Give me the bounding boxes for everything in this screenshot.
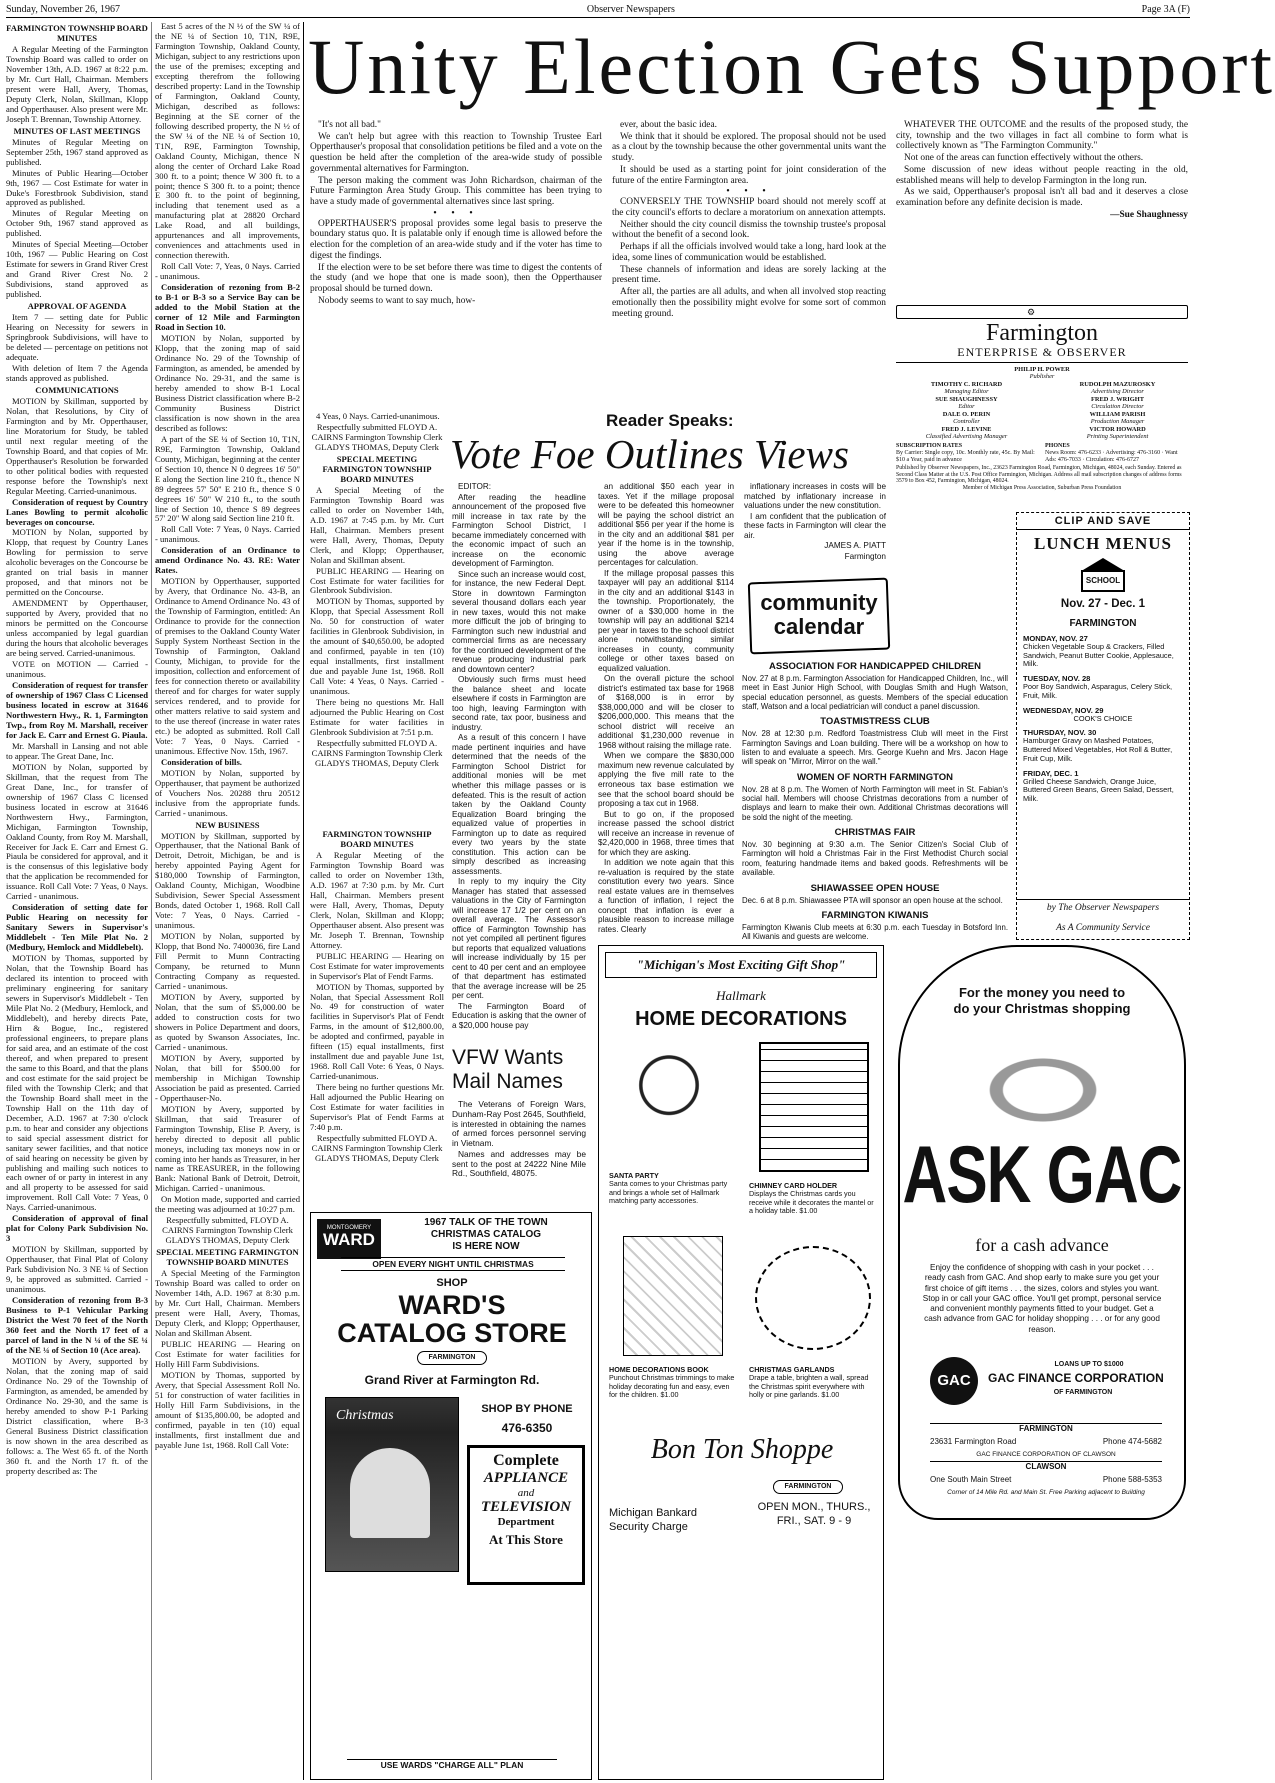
minutes-paragraph: Consideration of setting date for Public Hearing on necessity for Sanitary Sewers in Supervisor's Middlebelt - Ten Mile Plat No. 2 (Medbury, Hemlock and Middlebelt). [6,902,148,953]
ward-charge-plan: USE WARDS "CHARGE ALL" PLAN [347,1759,557,1770]
editorial-paragraph: If the election were to be set before there was time to digest the contents of the study (and we hope that one is made soon), then the Opperthauser proposal should be turned down. [310,262,602,295]
minutes-paragraph: Mr. Marshall in Lansing and not able to appear. The Great Dane, Inc. [6,740,148,761]
gac-ad-frame [898,945,1186,1520]
calendar-event-title: CHRISTMAS FAIR [834,827,916,839]
letter-paragraph: After reading the headline announcement of the proposed five mill increase in tax rate by the Farmington School District, I became immediately concerned with the economic impact of such an increase on the economic development of Farmington. [452,492,586,569]
appliance-sign: Complete APPLIANCE and TELEVISION Department At This Store [467,1445,585,1585]
ward-shop: SHOP [436,1277,468,1289]
vfw-paragraph: Names and addresses may be sent to the post at 24222 Nine Mile Rd., Southfield, 48075. [452,1148,586,1179]
bonton-charge-cards: Michigan Bankard Security Charge [609,1507,698,1533]
letter-column-1 [452,482,586,1030]
decorations-book-illustration [623,1236,723,1356]
gac-loans: LOANS UP TO $1000 [1054,1361,1124,1368]
gac-logo: GAC [930,1357,978,1405]
minutes-paragraph: There being no questions Mr. Hall adjourned the Public Hearing on Cost Estimate for water facilities in Glenbrook Subdivision at 7:51 p.m. [310,697,444,738]
minutes-paragraph: Consideration of request by Country Lanes Bowling to permit alcoholic beverages on concourse. [6,496,148,527]
bonton-store-name: Bon Ton Shoppe [650,1434,834,1465]
minutes-paragraph: On Motion made, supported and carried the meeting was adjourned at 10:27 p.m. [155,1194,300,1215]
minutes-paragraph: Minutes of Regular Meeting on September 25th, 1967 stand approved as published. [6,136,148,167]
garland-illustration [755,1246,871,1350]
ward-store-name-2: CATALOG STORE [337,1318,567,1348]
lunch-dates: Nov. 27 - Dec. 1 [1060,598,1146,610]
masthead-emblem-bar [896,305,1188,319]
gac-corporation: GAC FINANCE CORPORATION [988,1371,1164,1385]
minutes-paragraph: MOTION by Nolan, supported by Klopp, that Bond No. 7400036, fire Land Fill Permit to Munn Contracting Company, be returned to Munn Contracting Company as requested. Carried - unanimous. [155,931,300,992]
township-minutes-column-3 [310,412,444,828]
column-rule [151,22,152,1780]
menu-items: Grilled Cheese Sandwich, Orange Juice, Buttered Green Beans, Green Salad, Dessert, Milk. [1023,776,1174,804]
minutes-paragraph: Minutes of Special Meeting—October 10th, 1967 — Public Hearing on Cost Estimate for sewers in Grand River Crest and Grand River Crest No. 2 Subdivisions, stand approved as published. [6,239,148,300]
calendar-event-title: SHIAWASSEE OPEN HOUSE [810,882,940,894]
minutes-paragraph: With deletion of Item 7 the Agenda stands approved as published. [6,362,148,383]
bonton-item: CHRISTMAS GARLANDS Drape a table, brighten a wall, spread the Christmas spirit everywhere with holly or pine garlands. $1.00 [749,1365,869,1399]
minutes-paragraph: MOTION by Skillman, supported by Opperthauser, that Final Plat of Colony Park Subdivision No. 3 NE ¼ of Section 9, be approved as submitted. Carried - unanimous. [6,1244,148,1295]
township-minutes-column-1 [6,22,148,1780]
ward-phone-label: SHOP BY PHONE [481,1403,573,1415]
minutes-paragraph: Consideration of bills. [161,756,242,767]
bonton-hours: OPEN MON., THURS., FRI., SAT. 9 - 9 [757,1501,871,1527]
minutes-paragraph: VOTE on MOTION — Carried - unanimous. [6,659,148,680]
gac-clawson-label: CLAWSON [930,1461,1162,1471]
calendar-banner-line2: calendar [773,614,865,639]
wards-catalog-store-ad [310,1212,592,1780]
editorial-paragraph: Some discussion of new ideas without people reacting in the old, established means will help to develop Farmington in the long run. [896,164,1188,186]
ward-store-name: WARD'S [398,1290,506,1320]
school-label: SCHOOL [1081,570,1125,592]
minutes-paragraph: Consideration of rezoning from B-2 to B-1 or B-3 so a Service Bay can be added to the Mobil Station at the corner of 12 Mile and Farmington Road in Section 10. [155,282,300,333]
letter-paragraph: an additional $50 each year in taxes. Yet if the millage proposal were to be defeated this homeowner will be paying the school district an additional $56 per year if the home is in the city and an additional $81 per year if the home is in the township, using the above average percentages for calculation. [598,482,734,568]
calendar-event-title: TOASTMISTRESS CLUB [820,716,930,728]
catalog-cover-image [325,1397,459,1572]
editorial-paragraph: After all, the parties are all adults, and when all involved stop reacting emotionally then the possibility might evolve for some sort of common meeting ground. [612,287,886,319]
masthead [896,305,1188,495]
bonton-item: SANTA PARTY Santa comes to your Christmas party and brings a whole set of Hallmark matching party accessories. [609,1171,728,1205]
staff-entry: SUE SHAUGHNESSY Editor [935,396,998,411]
letter-paragraph: On the overall picture the school district's estimated tax base for 1968 of $168,000 is in error by $38,000,000 and will be closer to $206,000,000. This means that the school district will receive an additional $1,230,000 revenue in 1968 without raising the millage rate. [598,674,734,750]
editorial-paragraph: WHATEVER THE OUTCOME and the results of the proposed study, the city, township and the two villages in fact all combine to form what is collectively known as "The Farmington Community." [896,120,1188,152]
menu-items: Chicken Vegetable Soup & Crackers, Filled Sandwich, Peanut Butter Cookie, Applesauce, Milk. [1023,642,1174,669]
menu-day: THURSDAY, NOV. 30 [1023,728,1097,738]
staff-entry: TIMOTHY C. RICHARD Managing Editor [930,381,1003,396]
letter-paragraph: If the millage proposal passes this taxpayer will pay an additional $114 in the city and an additional $143 in the township. Proportionately, the owner of a $30,000 home in the township will pay an additional $214 per year in taxes to the school district alone notwithstanding similar increases in county, community college or other taxes based on equalized valuation. [598,568,734,673]
gac-farmington-office: 23631 Farmington Road Phone 474-5682 [930,1437,1162,1446]
minutes-paragraph: There being no further questions Mr. Hall adjourned the Public Hearing on Cost Estimate for water facilities in Supervisor's Plat of Fendt Farms at 7:40 p.m. [310,1082,444,1133]
page-headline: Unity Election Gets Support [308,23,1275,110]
column-rule [303,22,304,1780]
editorial-paragraph: OPPERTHAUSER'S proposal provides some legal basis to preserve the boundary status quo. It is palatable only if enough time is allowed before the election for the completion of an area-wide study and if the voter has time to digest the findings. [310,218,602,261]
menu-day: MONDAY, NOV. 27 [1023,634,1088,643]
calendar-event-text: Nov. 28 at 12:30 p.m. Redford Toastmistress Club will meet in the First Farmington Savings and Loan building. There will be a workshop on how to listen to and evaluate a speech. Mrs. George Kuehn and Mrs. Jacon Hage will speak on "Mirror, Mirror on the wall." [742,729,1008,767]
calendar-event-title: ASSOCIATION FOR HANDICAPPED CHILDREN [769,661,981,672]
menu-items: COOK'S CHOICE [1073,713,1133,723]
minutes-paragraph: MOTION by Skillman, supported by Opperthauser, that the National Bank of Detroit, Detroit, Michigan, be and is hereby appointed Paying Agent for $180,000 Township of Farmington, Oakland County, Michigan, Woodbine Subdivision, Sewer Special Assessment Bonds, dated October 1, 1968. Roll Call Vote: 7 Yeas, 0 Nays. Carried - unanimous. [155,830,300,931]
minutes-paragraph: Roll Call Vote: 7 Yeas, 0 Nays. Carried - unanimous. [155,524,300,545]
letter-paragraph: I am confident that the publication of these facts in Farmington will clear the air. [744,511,886,540]
editorial-column-2 [612,120,886,410]
minutes-paragraph: MOTION by Thomas, supported by Klopp, that Special Assessment Roll No. 50 for construction of water facilities in Glenbrook Subdivision, in the amount of $40,650.00, be adopted and confirmed, payable in ten (10) equal installments, first installment due and payable June 1st, 1968. Roll Call Vote: 4 Yeas, 0 Nays. Carried - unanimous. [310,596,444,697]
letter-signature-town: Farmington [844,551,886,561]
staff-entry: FRED J. LEVINE Classified Advertising Manager [925,426,1008,441]
editorial-column-3 [896,120,1188,300]
menu-day: WEDNESDAY, NOV. 29 [1023,705,1104,715]
township-minutes-column-2 [155,22,300,1780]
calendar-banner-line1: community [760,590,878,615]
editorial-paragraph: Not one of the areas can function effectively without the others. [904,153,1144,164]
editorial-paragraph: These channels of information and ideas are sorely lacking at the present time. [612,264,886,286]
editorial-paragraph: Nobody seems to want to say much, how- [318,295,476,306]
minutes-paragraph: Consideration of approval of final plat for Colony Park Subdivision No. 3 [6,1213,148,1244]
menu-items: Hamburger Gravy on Mashed Potatoes, Buttered Mixed Vegetables, Hot Roll & Butter, Fruit Cup, Milk. [1023,736,1173,763]
letter-paragraph: In reply to my inquiry the City Manager has stated that assessed valuations in the City of Farmington will increase 17 1/2 per cent on an overall average. The Assessor's office of Farmington Township has not yet compiled all pertinent figures but reports that equalized valuations will increase individually by 15 per cent to 40 per cent and an employee of that department has estimated that the average increase will be 25 per cent. [452,877,586,1001]
editorial-paragraph: ever, about the basic idea. [620,120,717,130]
minutes-paragraph: MOTION by Avery, supported by Nolan, that bill for $500.00 for membership in Michigan Township Association be paid as presented. Carried - Opperthauser-No. [155,1052,300,1103]
minutes-title: FARMINGTON TOWNSHIP BOARD MINUTES [322,829,432,849]
staff-entry: WILLIAM PARISH Production Manager [1089,411,1146,426]
minutes-paragraph: MOTION by Opperthauser, supported by Avery, that Ordinance No. 43-B, an Ordinance to Amend Ordinance No. 43 of the Township of Farmington, entitled: An Ordinance to provide for the connection of premises to the Oakland County Water Supply System Northeast Section in the Township of Farmington, Oakland County, Michigan, to provide for the imposition, collection and enforcement of fees for connection thereto or availability thereof and for charges for water supply services rendered, and to provide for other matters relative to said system and to the use thereof (increase in water rates etc.) be adopted as submitted. Roll Call Vote: 7 Yeas, 0 Nays. Carried - unanimous. Effective Nov. 15th, 1967. [155,576,300,756]
reader-speaks-kicker: Reader Speaks: [606,411,734,430]
minutes-subtitle: COMMUNICATIONS [35,384,119,395]
lunch-sponsor: by The Observer Newspapers [1017,899,1189,913]
masthead-subname: ENTERPRISE & OBSERVER [896,345,1188,363]
bonton-slogan: "Michigan's Most Exciting Gift Shop" [605,952,877,978]
farmington-center-badge: FARMINGTON [417,1351,487,1365]
page-folio [6,4,1190,18]
minutes-title: SPECIAL MEETING FARMINGTON TOWNSHIP BOARD MINUTES [322,453,432,484]
letter-paragraph: As a result of this concern I have made pertinent inquiries and have determined that the needs of the Farmington School District for additional monies will be met whether this millage passes or is defeated. This is the result of action taken by the Oakland County Equalization Board bringing the equalized value of properties in Farmington up to date as required every two years by the state constitution. This action can be simply described as increasing assessments. [452,733,586,876]
santa-illustration [619,1038,719,1156]
minutes-title: FARMINGTON TOWNSHIP BOARD MINUTES [6,23,148,43]
minutes-paragraph: MOTION by Avery, supported by Skillman, that said Treasurer of Farmington Township, Elise P. Avery, is hereby directed to deposit all public moneys, including tax moneys now in or coming into her hands as Treasurer, in her name as TREASURER, in the following Bank: National Bank of Detroit, Detroit, Michigan. Carried - unanimous. [155,1103,300,1194]
minutes-title: SPECIAL MEETING FARMINGTON TOWNSHIP BOARD MINUTES [156,1247,299,1268]
minutes-paragraph: 4 Yeas, 0 Nays. Carried-unanimous. [316,411,440,421]
minutes-paragraph: Roll Call Vote: 7, Yeas, 0 Nays. Carried - unanimous. [155,261,300,282]
township-minutes-column-3b [310,828,444,1163]
folio-page: Page 3A (F) [1141,4,1190,15]
vfw-headline: VFW Wants Mail Names [452,1046,564,1093]
minutes-paragraph: MOTION by Avery, supported by Nolan, that the sum of $5,000.00 be added to construction costs for two showers in Police Department and doors, as quoted by Swanson Associates, Inc. Carried - unanimous. [155,992,300,1052]
home-decorations-title: HOME DECORATIONS [635,1008,847,1030]
minutes-paragraph: MOTION by Nolan, supported by Klopp, that request by Country Lanes Bowling for permission to serve alcoholic beverages on the Concourse be granted on trial basis in manner proposed, and that minors not be permitted on the Concourse. [6,527,148,598]
chimney-illustration [759,1042,869,1172]
minutes-paragraph: MOTION by Thomas, supported by Nolan, that Special Assessment Roll No. 49 for construction of water facilities in Supervisor's Plat of Fendt Farms, in the amount of $12,800.00, be adopted and confirmed, payable in fifteen (15) equal installments, first installment due and payable June 1st, 1968. Roll Call Vote: 6 Yeas, 0 Nays. Carried-unanimous. [310,981,444,1082]
lunch-menu-box [1016,512,1190,940]
menu-day: TUESDAY, NOV. 28 [1023,674,1091,684]
letter-column-3 [744,482,886,572]
minutes-paragraph: Consideration of request for transfer of ownership of 1967 Class C Licensed business located in escrow at 31646 Northwestern Hwy., R. 1, Farmington Twp., from Roy M. Marshall, receiver for Jack E. Carr and Ernest G. Piaula. [6,680,148,740]
minutes-paragraph: MOTION by Thomas, supported by Nolan, that the Township Board has declared its intention to proceed with preliminary engineering for sanitary sewers in Supervisor's Middlebelt - Ten Mile Plat No. 2 (Medbury, Hemlock, and Middlebelt), and hereby directs Pate, Hirn & Bogue, Inc., registered professional engineers, to prepare plans for said area, and an estimate of the cost thereof, and when prepared to present the same to this Board, and that the plans and cost estimate for the said project be filed with the Township Clerk; and that the Township Board shall meet in the Township Hall on the 11th day of December, A.D. 1967 at 7:30 o'clock p.m. to hear and consider any objections to said special assessment district for sanitary sewer facilities, and that notice of said hearing on necessity be given by publishing and mailing such notices to each owner of or party in interest in any and all property to be assessed for said improvement. Roll Call Vote: 7 Yeas, 0 Nays. Carried-unanimous. [6,953,148,1213]
editorial-paragraph: CONVERSELY THE TOWNSHIP board should not merely scoff at the city council's efforts to declare a moratorium on annexation attempts. [612,197,886,219]
catalog-illustration [350,1448,430,1538]
santa-sleigh-illustration [950,1035,1136,1145]
ward-phone: 476-6350 [501,1421,553,1435]
editorial-paragraph: As we said, Opperthauser's proposal isn't all bad and it deserves a close examination before any definite decision is made. [896,187,1188,209]
letter-paragraph: In addition we note again that this re-valuation is required by the state constitution every two years. Since real estate values are in themselves a function of inflation, I reject the concept that inflation is ever a plausible reason to increase millage rates. Clearly [598,858,734,934]
calendar-event-title: WOMEN OF NORTH FARMINGTON [796,771,954,783]
gac-clawson-corp: GAC FINANCE CORPORATION OF CLAWSON [976,1451,1116,1458]
masthead-rates: SUBSCRIPTION RATES By Carrier: Single copy, 10c. Monthly rate, 45c. By Mail: $10 a Year, paid in advance PHONES News Room: 476-6233 · Advertising: 476-3160 · Want Ads: 476-7033 · Circulation: 476-6727 [896,443,1178,463]
minutes-paragraph: PUBLIC HEARING — Hearing on Cost Estimate for water facilities for Glenbrook Subdivision. [310,565,444,596]
community-calendar-listings [742,656,1008,942]
separator: • • • [726,186,772,198]
calendar-event-text: Nov. 27 at 8 p.m. Farmington Association for Handicapped Children, Inc., will meet in East Junior High School, with Douglas Smith and Hugh Watson, special education personnel, as guests. Members of the special education staff, Watson and a local pediatrician will conduct a panel discussion. [742,674,1008,712]
minutes-paragraph: MOTION by Nolan, supported by Klopp, that the zoning map of said Ordinance No. 29 of the Township of Farmington, as amended, be amended by Ordinance No. 29-31, and the same is hereby amended to show B-1 Local Business District classification where B-2 Community Business District classification is now shown in the area described as follows: [155,333,300,433]
staff-entry: FRED J. WRIGHT Circulation Director [1091,396,1144,411]
calendar-event-text: Dec. 6 at 8 p.m. Shiawassee PTA will sponsor an open house at the school. [742,895,1003,905]
editorial-byline: —Sue Shaughnessy [1110,209,1188,220]
masthead-member: Member of Michigan Press Association, Suburban Press Foundation [962,485,1122,492]
minutes-paragraph: Consideration of an Ordinance to amend Ordinance No. 43. RE: Water Rates. [155,545,300,576]
minutes-paragraph: PUBLIC HEARING — Hearing on Cost Estimate for water facilities for Holly Hill Farm Subdivisions. [155,1338,300,1369]
calendar-event-text: Nov. 30 beginning at 9:30 a.m. The Senior Citizen's Social Club of Farmington will hold a Christmas Fair in the First Methodist Church social room, featuring handmade items and baked goods. Refreshments will be available. [742,840,1008,878]
minutes-signature: Respectfully submitted FLOYD A. CAIRNS Farmington Township Clerk GLADYS THOMAS, Deputy Clerk [311,1133,443,1163]
minutes-paragraph: A Regular Meeting of the Farmington Township Board was called to order on November 13th, A.D. 1967 at 8:22 p.m. by Mr. Curt Hall, Chairman. Members present were Hall, Avery, Thomas, Deputy Clerk, Nolan, Skillman, Klopp and Opperthauser. Also present were Mr. Joseph T. Brennan, Township Attorney. [6,43,148,124]
farmington-center-badge: FARMINGTON [773,1480,843,1494]
minutes-paragraph: A Special Meeting of the Farmington Township Board was called to order on November 14th, A.D. 1967 at 8:30 p.m. by Mr. Curt Hall, Chairman. Members present were Hall, Avery, Thomas, Deputy Clerk, and Klopp; Opperthauser, Nolan and Skillman Absent. [155,1268,300,1338]
minutes-paragraph: MOTION by Avery, supported by Nolan, that the zoning map of said Ordinance No. 29 of the Township of Farmington, as amended, be amended by Ordinance No. 29-30, and the same is hereby amended to show P-1 Parking District classification, where B-3 General Business District classification is now shown in the area described as follows: a. The West 65 ft. of the North 360 ft. and the North 17 ft. of the property described as: The [6,1355,148,1476]
minutes-paragraph: MOTION by Thomas, supported by Avery, that Special Assessment Roll No. 51 for construction of water facilities in Holly Hill Farm Subdivisions, in the amount of $135,800.00, be adopted and confirmed, payable in ten (10) equal installments, first installment due and payable June 1st, 1968. Roll Call Vote: [155,1369,300,1450]
minutes-paragraph: Consideration of rezoning from B-3 Business to P-1 Vehicular Parking District the West 70 feet of the North 360 feet and the North 17 feet of a parcel of land in the N ¼ of the SE ¼ of the NE ¼ of Section 10 (Ace area). [6,1295,148,1355]
emblem-icon: ⚙ [1027,307,1036,317]
editorial-paragraph: We can't help but agree with this reaction to Township Trustee Earl Opperthauser's proposal that consolidation petitions be filed and a vote on the question be held after the completion of the area-wide study of possible governmental alternatives for Farmington. [310,131,602,174]
minutes-paragraph: MOTION by Nolan, supported by Opperthauser, that payment be authorized of Vouchers Nos. 20288 thru 20512 inclusive from the appropriate funds. Carried - unanimous. [155,767,300,818]
editorial-paragraph: "It's not all bad." [318,120,381,130]
masthead-staff [896,366,1188,440]
letter-headline: Vote Foe Outlines Views [450,431,849,477]
minutes-paragraph: MOTION by Nolan, supported by Skillman, that the request from The Great Dane, Inc., for transfer of ownership of 1967 Class C licensed business located in escrow at 31646 Northwestern Hwy., Farmington, Michigan, Farmington Township, Oakland County, from Roy M. Marshall, Receiver for Jack E. Carr and Ernest G. Piaula be considered for approval, and it is the consensus of this legislative body that the application be recommended for issuance. Roll Call Vote: 7 Yeas, 0 Nays. Carried - unanimous. [6,761,148,902]
gac-of-farmington: OF FARMINGTON [1053,1389,1113,1396]
vfw-article [452,1100,586,1205]
minutes-subtitle: APPROVAL OF AGENDA [27,301,127,312]
letter-signature: JAMES A. PIATT [824,541,886,551]
bonton-item: HOME DECORATIONS BOOK Punchout Christmas trimmings to make holiday decorating fun and easy, even for the children. $1.00 [609,1365,735,1399]
letter-paragraph: inflationary increases in costs will be matched by inflationary increase in valuations under the new constitution. [744,482,886,511]
lunch-district: FARMINGTON [1069,618,1137,629]
ward-logo: MONTGOMERY WARD [317,1219,381,1259]
separator: • • • [433,207,479,219]
gac-clawson-office: One South Main Street Phone 588-5353 [930,1475,1162,1484]
bonton-item: CHIMNEY CARD HOLDER Displays the Christmas cards you receive while it decorates the mantel or a holiday table. $1.00 [749,1181,874,1215]
editorial-paragraph: Perhaps if all the officials involved would take a long, hard look at the idea, some lines of communication would be established. [612,242,886,263]
bon-ton-shoppe-ad [598,945,884,1780]
staff-entry: VICTOR HOWARD Printing Superintendent [1086,426,1149,441]
catalog-cover-title: Christmas [336,1408,394,1423]
minutes-paragraph: Minutes of Public Hearing—October 9th, 1967 — Cost Estimate for water in Duke's Forestbrook Subdivision, stand approved as published. [6,167,148,208]
minutes-paragraph: Minutes of Regular Meeting on October 9th, 1967 stand approved as published. [6,208,148,239]
staff-entry: PHILIP H. POWER Publisher [1014,366,1070,381]
letter-paragraph: But to go on, if the proposed increase passed the school district will receive an increase in revenue of $2,420,000 in 1968, three times that for which they are asking. [598,809,734,857]
minutes-paragraph: Item 7 — setting date for Public Hearing on Necessity for sewers in Springbrook Subdivisions, will have to be deleted — percentage on petitions not adequate. [6,312,148,362]
folio-date: Sunday, November 26, 1967 [6,4,121,15]
masthead-publisher-info: Published by Observer Newspapers, Inc., 23623 Farmington Road, Farmington, Michigan, 48024, each Sunday. Entered as Second Class Matter at the U.S. Post Office Farmington, Michigan. Address all mail subscription changes of address forms 3579 to Box 452, Farmington, Michigan, 48024. [896,465,1182,484]
minutes-paragraph: East 5 acres of the N ½ of the SW ¼ of the NE ¼ of Section 10, T1N, R9E, Farmington Township, Oakland County, Michigan, subject to any restrictions upon the use of the premises; excepting and excepting therefrom the following described property: Land in the Township of Farmington, Oakland County, Michigan, described as follows: Beginning at the SE corner of the following described property, the N ½ of the SW ¼ of the NE ¼ of Section 10, T1N, R9E, Farmington Township, Oakland County, Michigan, thence N along the center of Orchard Lake Road 300 ft. to a point; thence W 300 ft. to a point; thence S 300 ft. to a point; thence E 300 ft. to the point of beginning, including that tenement used as a manufacturing plat at 28820 Orchard Lake Road, and all buildings, appurtenances and all improvements, conveniences and attachments used in connection therewith. [155,21,300,261]
minutes-paragraph: PUBLIC HEARING — Hearing on Cost Estimate for water improvements in Supervisor's Plat of Fendt Farms. [310,950,444,981]
minutes-signature: Respectfully submitted FLOYD A. CAIRNS Farmington Township Clerk GLADYS THOMAS, Deputy Clerk [311,738,443,768]
gac-big-headline: ASK GAC [902,1130,1182,1221]
calendar-event-text: Farmington Kiwanis Club meets at 6:30 p.m. each Tuesday in Botsford Inn. All Kiwanis and guests are welcome. [742,922,1008,942]
letter-paragraph: EDITOR: [458,482,492,491]
gac-finance-ad [894,945,1190,1780]
menu-day: FRIDAY, DEC. 1 [1023,768,1079,778]
folio-paper: Observer Newspapers [586,4,675,15]
ward-hours: OPEN EVERY NIGHT UNTIL CHRISTMAS [341,1257,565,1271]
gac-body: Enjoy the confidence of shopping with cash in your pocket . . . ready cash from GAC. And shop early to make sure you get your first choice of gift items . . . the sizes, colors and styles you want. Stop in or call your GAC office. You'll get prompt, personal service and convenient monthly payments fitted to your budget. Get a cash advance from GAC for holiday shopping . . . or for any good reason. [922,1263,1162,1334]
editorial-column-1 [310,120,602,412]
clip-and-save-label: CLIP AND SAVE [1017,513,1189,530]
minutes-paragraph: MOTION by Skillman, supported by Nolan, that Resolutions, by City of Farmington and by Mr. Opperthauser, line Moratorium for Study, be tabled until next regular meeting of the Township Board, and that copies of Mr. Opperthauser's Resolution be forwarded to other political bodies with requested response before the Township's next Regular Meeting. Carried-unanimous. [6,395,148,496]
minutes-paragraph: A Special Meeting of the Farmington Township Board was called to order on November 14th, A.D. 1967 at 7:45 p.m. by Mr. Curt Hall, Chairman. Members present were Hall, Avery, Thomas, Deputy Clerk, and Klopp; Opperthauser, Nolan and Skillman absent. [310,484,444,565]
minutes-paragraph: A part of the SE ¼ of Section 10, T1N, R9E, Farmington Township, Oakland County, Michigan, beginning at the center of Section 10, thence N 0 degrees 16' 50" E along the Section line 210 ft., thence N 89 degrees 57' 50" E 210 ft., thence S 0 degrees 16' 50" W 210 ft., to the south line of Section 10, thence S 89 degrees 57' 20" W along said Section line 210 ft. [155,433,300,524]
calendar-event-title: FARMINGTON KIWANIS [821,909,929,921]
lunch-days [1017,634,1189,804]
letter-paragraph: Since such an increase would cost, for instance, the new Federal Dept. Store in downtown Farmington several thousand dollars each year in new taxes, would this not make more difficult the job of bringing to Farmington such new industrial and commercial firms as are necessary for the continued development of the revenue producing industrial park and downtown center? [452,569,586,674]
gac-clawson-note: Corner of 14 Mile Rd. and Main St. Free Parking adjacent to Building [947,1489,1145,1496]
staff-entry: RUDOLPH MAZUROSKY Advertising Director [1079,381,1156,396]
minutes-subtitle: NEW BUSINESS [195,819,260,830]
staff-entry: DALE O. PERIN Controller [942,411,991,426]
minutes-paragraph: AMENDMENT by Opperthauser, supported by Avery, provided that no minors be permitted on the Concourse unless accompanied by legal guardian during the hours that alcoholic beverages are being served. Carried-unanimous. [6,598,148,659]
minutes-subtitle: MINUTES OF LAST MEETINGS [13,125,141,136]
community-calendar-banner [745,578,893,656]
minutes-signature: Respectfully submitted, FLOYD A. CAIRNS Farmington Township Clerk GLADYS THOMAS, Deputy Clerk [162,1215,293,1246]
editorial-paragraph: We think that it should be explored. The proposal should not be used as a clout by the township because the other governmental units want the study. [612,131,886,164]
letter-paragraph: The Farmington Board of Education is asking that the owner of a $20,000 house pay [452,1001,586,1030]
vfw-paragraph: The Veterans of Foreign Wars, Dunham-Ray Post 2645, Southfield, is interested in obtaining the names of armed forces personnel serving in Vietnam. [452,1099,586,1148]
editorial-paragraph: It should be used as a starting point for joint consideration of the future of the entire Farmington area. [612,164,886,186]
minutes-signature: Respectfully submitted FLOYD A. CAIRNS Farmington Township Clerk GLADYS THOMAS, Deputy Clerk [311,421,443,452]
letter-paragraph: When we compare the $830,000 maximum new revenue calculated by applying the five mill rate to the erroneous tax base estimation we see that the school board should be proposing a tax cut in 1968. [598,751,734,809]
letter-column-2 [598,482,734,936]
gac-farmington-label: FARMINGTON [930,1423,1162,1433]
gac-subheadline: for a cash advance [975,1235,1109,1255]
ward-address: Grand River at Farmington Rd. [364,1373,540,1387]
gac-intro: For the money you need to do your Christmas shopping [953,985,1131,1016]
letter-paragraph: Obviously such firms must heed the balance sheet and locate elsewhere if costs in Farmington are too high, leaving Farmington with second rate, tax poor, business and industry. [452,675,586,732]
lunch-service-note: As A Community Service [1056,923,1150,933]
menu-items: Poor Boy Sandwich, Asparagus, Celery Stick, Fruit, Milk. [1023,682,1173,700]
editorial-paragraph: The person making the comment was John Richardson, chairman of the Future Farmington Area Study Group. This committee has been trying to have a study made of governmental alternatives since last spring. [310,175,602,208]
hallmark-logo: Hallmark [716,988,766,1003]
lunch-menus-title: LUNCH MENUS [1033,534,1173,553]
ward-catalog-announcement: 1967 TALK OF THE TOWN CHRISTMAS CATALOG IS HERE NOW [424,1217,548,1252]
schoolhouse-icon [1077,558,1129,594]
editorial-paragraph: Neither should the city council dismiss the township trustee's proposal without the benefit of a second look. [612,219,886,241]
calendar-event-text: Nov. 28 at 8 p.m. The Women of North Farmington will meet in St. Fabian's social hall. Members will choose Christmas decorations from a number of displays and learn to make their own. Additional Christmas decorations will be sold the night of the meeting. [742,784,1008,822]
masthead-name: Farmington [986,320,1098,346]
minutes-paragraph: A Regular Meeting of the Farmington Township Board was called to order on November 13th, A.D. 1967 at 7:30 p.m. by Mr. Curt Hall, Chairman. Members present were Hall, Avery, Thomas, Deputy Clerk, Nolan, Skillman and Klopp; Opperthauser absent. Also present was Mr. Joseph T. Brennan, Township Attorney. [310,849,444,950]
